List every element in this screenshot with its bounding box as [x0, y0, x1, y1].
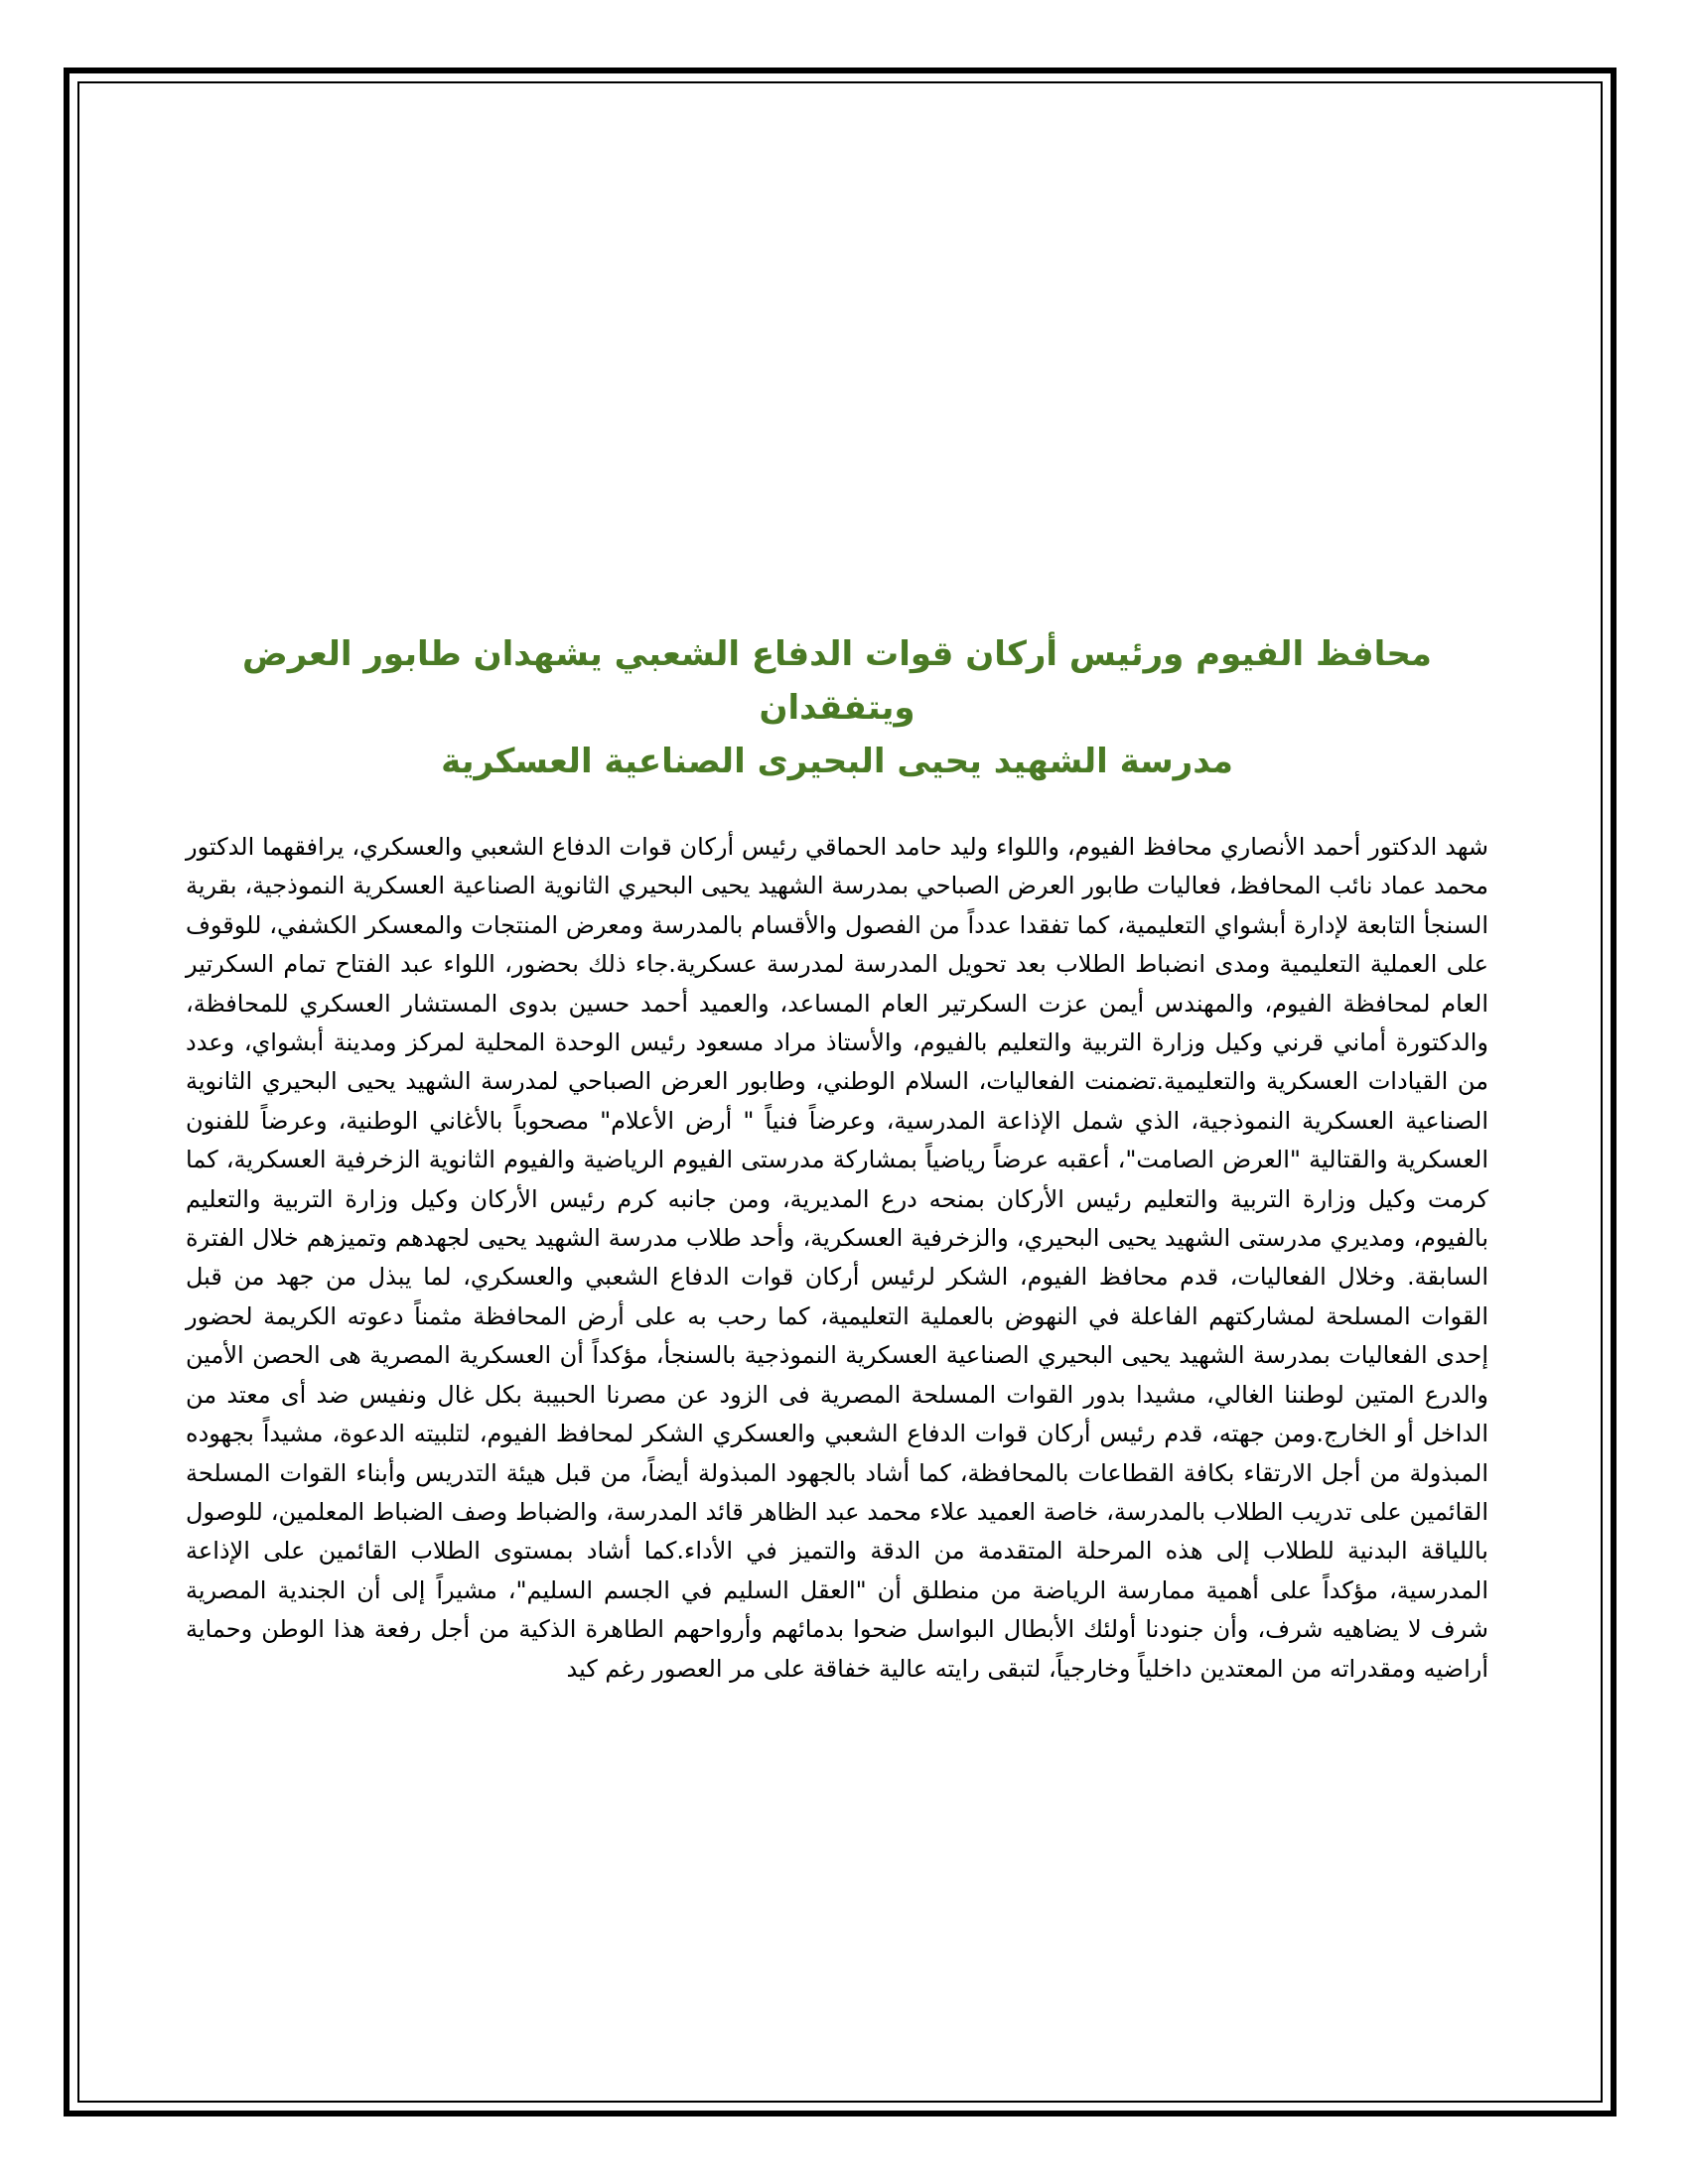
- article-title: [186, 627, 1488, 788]
- article-title-line-1: محافظ الفيوم ورئيس أركان قوات الدفاع الشعبي يشهدان طابور العرض ويتفقدان: [241, 634, 1432, 728]
- article-title-line-2: مدرسة الشهيد يحيى البحيرى الصناعية العسكرية: [441, 742, 1233, 781]
- article: [186, 627, 1488, 1689]
- article-body: شهد الدكتور أحمد الأنصاري محافظ الفيوم، واللواء وليد حامد الحماقي رئيس أركان قوات الدفاع الشعبي والعسكري، يرافقهما الدكتور محمد عماد نائب المحافظ، فعاليات طابور العرض الصباحي بمدرسة الشهيد يحيى البحيري الثانوية الصناعية العسكرية النموذجية، بقرية السنجأ التابعة لإدارة أبشواي التعليمية، كما تفقدا عدداً من الفصول والأقسام بالمدرسة ومعرض المنتجات والمعسكر الكشفي، للوقوف على العملية التعليمية ومدى انضباط الطلاب بعد تحويل المدرسة لمدرسة عسكرية.جاء ذلك بحضور، اللواء عبد الفتاح تمام السكرتير العام لمحافظة الفيوم، والمهندس أيمن عزت السكرتير العام المساعد، والعميد أحمد حسين بدوى المستشار العسكري للمحافظة، والدكتورة أماني قرني وكيل وزارة التربية والتعليم بالفيوم، والأستاذ مراد مسعود رئيس الوحدة المحلية لمركز ومدينة أبشواي، وعدد من القيادات العسكرية والتعليمية.تضمنت الفعاليات، السلام الوطني، وطابور العرض الصباحي لمدرسة الشهيد يحيى البحيري الثانوية الصناعية العسكرية النموذجية، الذي شمل الإذاعة المدرسية، وعرضاً فنياً " أرض الأعلام" مصحوباً بالأغاني الوطنية، وعرضاً للفنون العسكرية والقتالية "العرض الصامت"، أعقبه عرضاً رياضياً بمشاركة مدرستى الفيوم الرياضية والفيوم الثانوية الزخرفية العسكرية، كما كرمت وكيل وزارة التربية والتعليم رئيس الأركان بمنحه درع المديرية، ومن جانبه كرم رئيس الأركان وكيل وزارة التربية والتعليم بالفيوم، ومديري مدرستى الشهيد يحيى البحيري، والزخرفية العسكرية، وأحد طلاب مدرسة الشهيد يحيى لجهدهم وتميزهم خلال الفترة السابقة. وخلال الفعاليات، قدم محافظ الفيوم، الشكر لرئيس أركان قوات الدفاع الشعبي والعسكري، لما يبذل من جهد من قبل القوات المسلحة لمشاركتهم الفاعلة في النهوض بالعملية التعليمية، كما رحب به على أرض المحافظة مثمناً دعوته الكريمة لحضور إحدى الفعاليات بمدرسة الشهيد يحيى البحيري الصناعية العسكرية النموذجية بالسنجأ، مؤكداً أن العسكرية المصرية هى الحصن الأمين والدرع المتين لوطننا الغالي، مشيدا بدور القوات المسلحة المصرية فى الزود عن مصرنا الحبيبة بكل غال ونفيس ضد أى معتد من الداخل أو الخارج.ومن جهته، قدم رئيس أركان قوات الدفاع الشعبي والعسكري الشكر لمحافظ الفيوم، لتلبيته الدعوة، مشيداً بجهوده المبذولة من أجل الارتقاء بكافة القطاعات بالمحافظة، كما أشاد بالجهود المبذولة أيضاً، من قبل هيئة التدريس وأبناء القوات المسلحة القائمين على تدريب الطلاب بالمدرسة، خاصة العميد علاء محمد عبد الظاهر قائد المدرسة، والضباط وصف الضباط المعلمين، للوصول باللياقة البدنية للطلاب إلى هذه المرحلة المتقدمة من الدقة والتميز في الأداء.كما أشاد بمستوى الطلاب القائمين على الإذاعة المدرسية، مؤكداً على أهمية ممارسة الرياضة من منطلق أن "العقل السليم في الجسم السليم"، مشيراً إلى أن الجندية المصرية شرف لا يضاهيه شرف، وأن جنودنا أولئك الأبطال البواسل ضحوا بدمائهم وأرواحهم الطاهرة الذكية من أجل رفعة هذا الوطن وحماية أراضيه ومقدراته من المعتدين داخلياً وخارجياً، لتبقى رايته عالية خفاقة على مر العصور رغم كيد: [186, 833, 1488, 1683]
